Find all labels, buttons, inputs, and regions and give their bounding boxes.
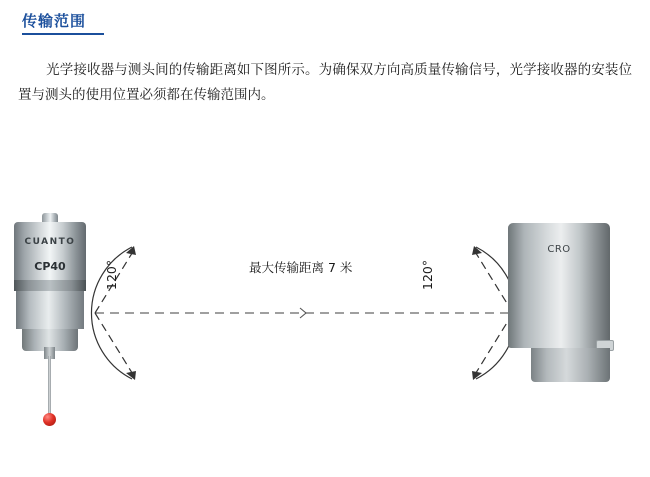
left-angle-annotation: 120° bbox=[104, 259, 119, 290]
probe-assembly bbox=[14, 213, 86, 358]
probe-mid-body bbox=[16, 291, 84, 329]
paragraph-text: 光学接收器与测头间的传输距离如下图所示。为确保双方向高质量传输信号，光学接收器的安装位置与测头的使用位置必须都在传输范围内。 bbox=[18, 61, 632, 103]
body-paragraph bbox=[18, 58, 632, 108]
transmission-range-figure bbox=[0, 150, 650, 477]
right-angle-annotation: 120° bbox=[420, 259, 435, 290]
receiver-body bbox=[508, 223, 610, 348]
stylus-shaft bbox=[48, 356, 51, 416]
probe-model-label: CP40 bbox=[34, 260, 66, 273]
stylus-tip-ball bbox=[43, 413, 56, 426]
probe-brand-label: CUANTO bbox=[24, 237, 76, 247]
title-underline bbox=[22, 33, 104, 35]
max-distance-annotation: 最大传输距离 7 米 bbox=[249, 260, 353, 275]
receiver-base bbox=[531, 348, 610, 382]
probe-band bbox=[14, 280, 86, 291]
receiver-label: CRO bbox=[547, 244, 571, 255]
page-title: 传输范围 bbox=[22, 12, 87, 30]
